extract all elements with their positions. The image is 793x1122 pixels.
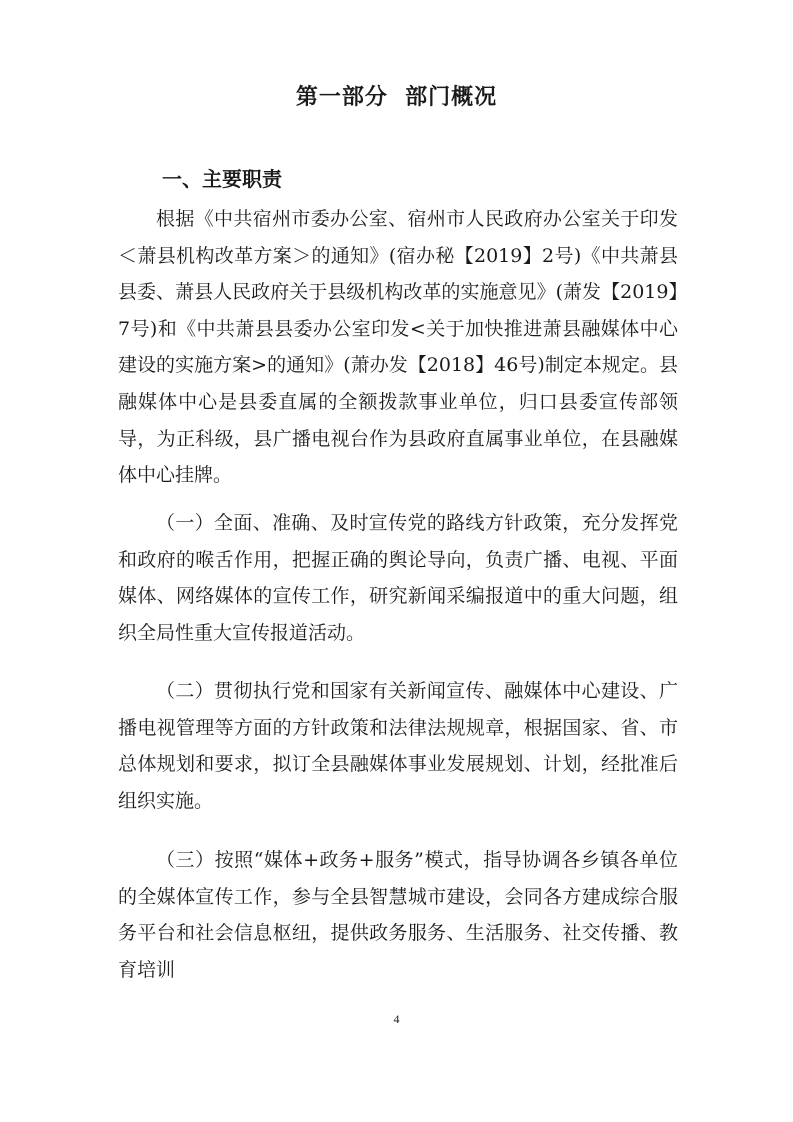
paragraph-duty-3: （三）按照“媒体+政务+服务”模式，指导协调各乡镇各单位的全媒体宣传工作，参与全县智慧城市建设，会同各方建成综合服务平台和社会信息枢纽，提供政务服务、生活服务、社交传播、教育培训: [118, 849, 678, 981]
section-heading: 一、主要职责: [162, 167, 282, 191]
paragraph-intro: 根据《中共宿州市委办公室、宿州市人民政府办公室关于印发＜萧县机构改革方案＞的通知》(宿办秘【2019】2号)《中共萧县县委、萧县人民政府关于县级机构改革的实施意见》(萧发【2019】7号)和《中共萧县县委办公室印发<关于加快推进萧县融媒体中心建设的实施方案>的通知》(萧办发【2018】46号)制定本规定。县融媒体中心是县委直属的全额拨款事业单位，归口县委宣传部领导，为正科级，县广播电视台作为县政府直属事业单位，在县融媒体中心挂牌。: [118, 208, 678, 487]
page-number: 4: [393, 1012, 400, 1026]
paragraph-duty-1: （一）全面、准确、及时宣传党的路线方针政策，充分发挥党和政府的喉舌作用，把握正确的舆论导向，负责广播、电视、平面媒体、网络媒体的宣传工作，研究新闻采编报道中的重大问题，组织全局性重大宣传报道活动。: [118, 512, 678, 644]
paragraph-duty-2: （二）贯彻执行党和国家有关新闻宣传、融媒体中心建设、广播电视管理等方面的方针政策和法律法规规章，根据国家、省、市总体规划和要求，拟订全县融媒体事业发展规划、计划，经批准后组织实施。: [118, 680, 678, 812]
page-title: 第一部分 部门概况: [295, 85, 498, 110]
